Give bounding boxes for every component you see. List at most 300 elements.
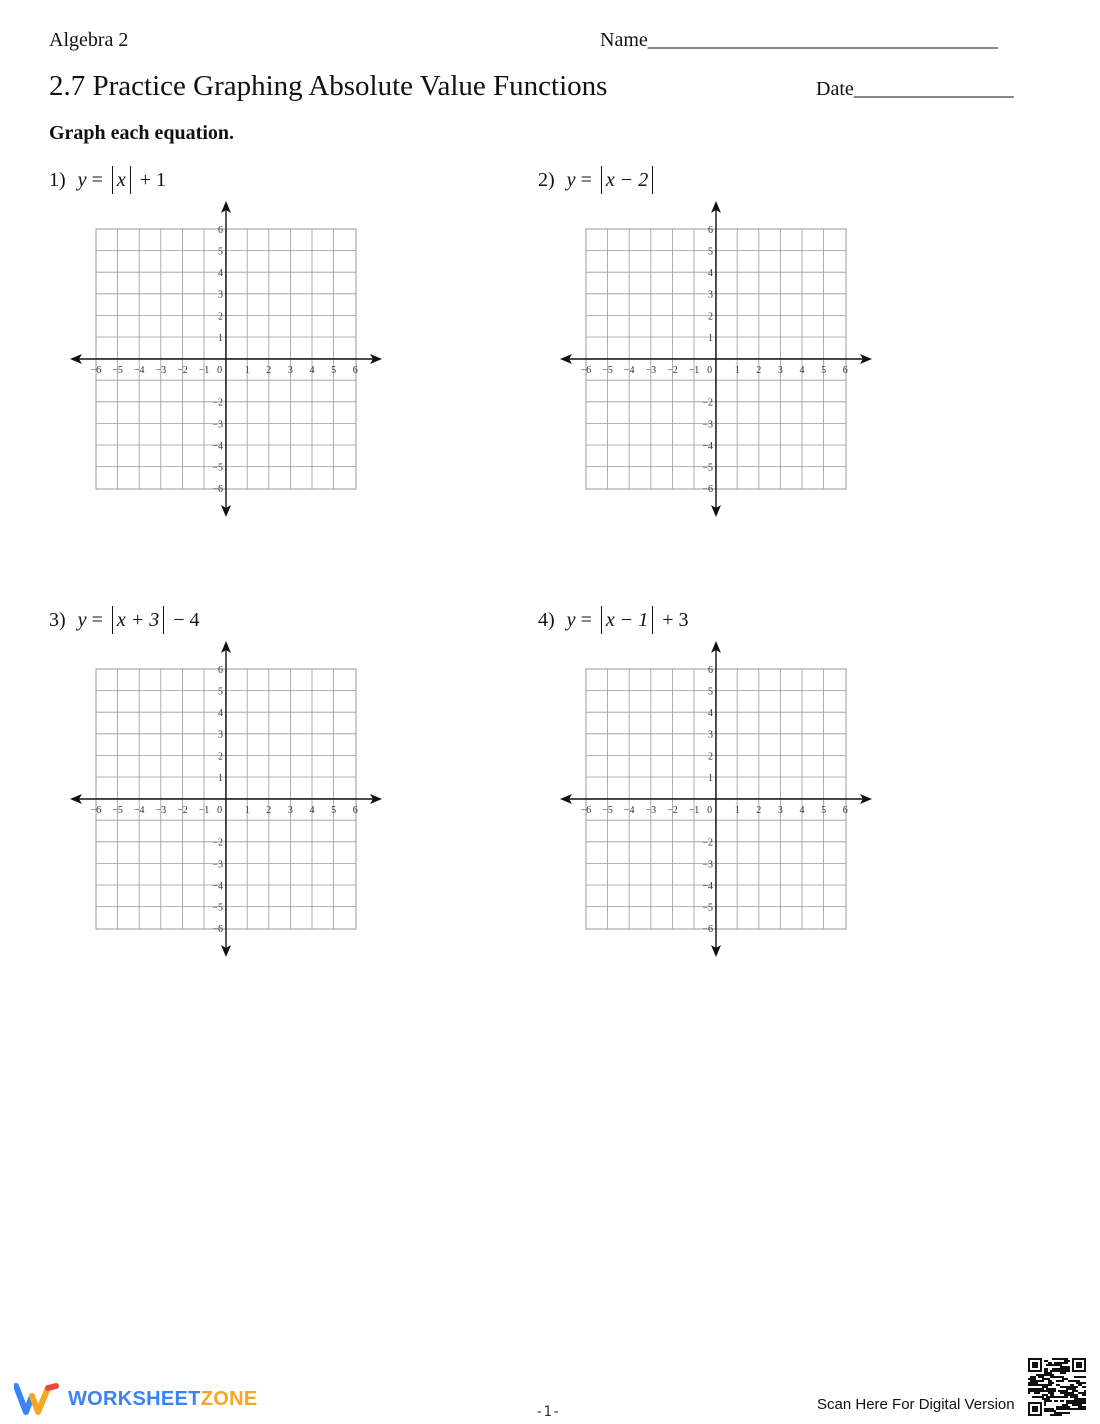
qr-module [1062,1408,1064,1410]
qr-module [1074,1408,1076,1410]
qr-module [1046,1384,1048,1386]
equals-sign: = [580,608,592,631]
y-tick-label: 4 [708,708,713,720]
y-tick-label: −4 [212,440,223,452]
qr-module [1042,1384,1044,1386]
qr-module [1076,1386,1078,1388]
y-tick-label: 3 [708,729,713,741]
qr-module [1054,1376,1056,1378]
x-tick-label: 3 [777,805,783,816]
qr-module [1060,1362,1062,1364]
qr-module [1068,1366,1070,1368]
x-tick-label: 3 [777,365,783,376]
qr-module [1040,1396,1042,1398]
x-tick-label: −5 [602,365,613,376]
y-tick-label: −3 [702,419,713,431]
qr-module [1068,1370,1070,1372]
qr-module [1062,1390,1064,1392]
qr-module [1052,1374,1054,1376]
qr-module [1064,1366,1066,1368]
qr-module [1056,1380,1058,1382]
qr-module [1048,1378,1050,1380]
qr-module [1030,1388,1032,1390]
qr-module [1054,1414,1056,1416]
problem-number: 3) [49,608,66,631]
qr-module [1038,1380,1040,1382]
qr-module [1076,1380,1078,1382]
qr-module [1058,1380,1060,1382]
x-tick-label: 0 [217,805,223,816]
y-tick-label: −6 [212,484,223,496]
lhs-variable: y [77,608,87,631]
qr-module [1032,1384,1034,1386]
qr-module [1056,1362,1058,1364]
qr-module [1046,1364,1048,1366]
qr-module [1044,1374,1046,1376]
qr-module [1050,1382,1052,1384]
qr-module [1056,1408,1058,1410]
qr-module [1054,1412,1056,1414]
x-tick-label: 6 [842,805,848,816]
lhs-variable: y [77,168,87,191]
qr-module [1068,1392,1070,1394]
qr-module [1042,1390,1044,1392]
qr-module [1044,1398,1046,1400]
qr-module [1034,1380,1036,1382]
qr-module [1074,1404,1076,1406]
qr-module [1084,1400,1086,1402]
qr-module [1056,1414,1058,1416]
qr-module [1056,1368,1058,1370]
x-tick-label: 4 [309,805,315,816]
x-tick-label: 1 [244,365,250,376]
qr-module [1082,1400,1084,1402]
qr-module [1084,1386,1086,1388]
qr-module [1032,1380,1034,1382]
coordinate-grid-2[interactable] [556,199,876,519]
qr-module [1048,1362,1050,1364]
qr-module [1082,1398,1084,1400]
qr-module [1062,1380,1064,1382]
x-tick-label: 2 [756,805,762,816]
x-tick-label: 5 [331,365,337,376]
qr-module [1040,1380,1042,1382]
qr-module [1082,1392,1084,1394]
qr-module [1060,1380,1062,1382]
y-tick-label: 1 [708,332,713,344]
qr-module [1070,1400,1072,1402]
x-tick-label: −1 [198,805,210,816]
qr-code-icon [1028,1358,1086,1416]
x-tick-label: −2 [667,365,678,376]
x-tick-label: −6 [580,365,592,376]
qr-module [1044,1386,1046,1388]
qr-module [1036,1392,1038,1394]
qr-module [1078,1392,1080,1394]
qr-module [1058,1368,1060,1370]
qr-module [1060,1396,1062,1398]
qr-module [1066,1412,1068,1414]
qr-module [1064,1378,1066,1380]
qr-module [1038,1390,1040,1392]
x-tick-label: 5 [331,805,337,816]
qr-module [1048,1372,1050,1374]
x-tick-label: −3 [645,365,657,376]
qr-module [1068,1388,1070,1390]
qr-module [1048,1384,1050,1386]
qr-module [1044,1372,1046,1374]
qr-module [1046,1372,1048,1374]
qr-module [1058,1414,1060,1416]
qr-module [1060,1406,1062,1408]
x-tick-label: 0 [217,365,223,376]
x-tick-label: 1 [244,805,250,816]
qr-module [1076,1396,1078,1398]
qr-module [1062,1378,1064,1380]
qr-module [1084,1390,1086,1392]
qr-module [1046,1390,1048,1392]
y-tick-label: −6 [702,484,713,496]
qr-module [1056,1370,1058,1372]
qr-module [1036,1374,1038,1376]
qr-module [1082,1408,1084,1410]
qr-module [1056,1376,1058,1378]
y-tick-label: 2 [218,751,223,763]
qr-module [1064,1396,1066,1398]
qr-module [1076,1398,1078,1400]
qr-module [1078,1398,1080,1400]
y-tick-label: 1 [708,772,713,784]
qr-module [1068,1360,1070,1362]
qr-module [1064,1362,1066,1364]
problem-number: 1) [49,168,66,191]
abs-bar-right [163,606,164,634]
qr-module [1048,1396,1050,1398]
qr-module [1050,1384,1052,1386]
qr-module [1058,1370,1060,1372]
qr-module [1050,1388,1052,1390]
qr-module [1028,1378,1030,1380]
y-tick-label: 3 [218,289,223,301]
qr-module [1052,1414,1054,1416]
qr-module [1044,1378,1046,1380]
y-tick-label: −2 [212,837,223,849]
qr-module [1070,1402,1072,1404]
coordinate-grid-4[interactable] [556,639,876,959]
qr-module [1056,1384,1058,1386]
qr-module [1032,1390,1034,1392]
y-tick-label: −5 [212,902,223,914]
date-field-label: Date________________ [816,78,1014,100]
qr-module [1054,1370,1056,1372]
qr-module [1072,1388,1074,1390]
qr-module [1042,1396,1044,1398]
qr-module [1066,1406,1068,1408]
qr-module [1036,1384,1038,1386]
problem-number: 2) [538,168,555,191]
qr-module [1072,1408,1074,1410]
qr-module [1064,1370,1066,1372]
qr-module [1064,1412,1066,1414]
qr-module [1072,1392,1074,1394]
qr-module [1072,1384,1074,1386]
qr-module [1078,1376,1080,1378]
qr-module [1042,1376,1044,1378]
lhs-variable: y [566,168,576,191]
qr-module [1052,1410,1054,1412]
x-tick-label: 2 [756,365,762,376]
x-tick-label: −4 [133,365,145,376]
x-tick-label: 6 [352,365,358,376]
qr-module [1064,1404,1066,1406]
x-tick-label: −2 [667,805,678,816]
qr-module [1028,1384,1030,1386]
qr-module [1066,1386,1068,1388]
qr-module [1058,1408,1060,1410]
qr-module [1050,1370,1052,1372]
qr-module [1060,1368,1062,1370]
abs-bar-left [112,606,113,634]
qr-module [1074,1394,1076,1396]
x-tick-label: −1 [688,805,700,816]
qr-module [1074,1402,1076,1404]
qr-module [1050,1408,1052,1410]
qr-module [1046,1396,1048,1398]
y-tick-label: 3 [218,729,223,741]
qr-module [1082,1376,1084,1378]
qr-module [1042,1380,1044,1382]
y-tick-label: 6 [708,664,713,676]
qr-module [1046,1378,1048,1380]
qr-module [1080,1408,1082,1410]
qr-module [1036,1382,1038,1384]
x-tick-label: −3 [645,805,657,816]
y-tick-label: −2 [212,397,223,409]
qr-module [1070,1394,1072,1396]
qr-module [1078,1404,1080,1406]
abs-outside: − 4 [173,608,200,631]
qr-module [1050,1400,1052,1402]
qr-module [1042,1386,1044,1388]
qr-module [1050,1374,1052,1376]
qr-module [1062,1376,1064,1378]
qr-module [1070,1384,1072,1386]
qr-module [1046,1410,1048,1412]
brand-logo [14,1382,257,1416]
qr-module [1064,1372,1066,1374]
qr-module [1046,1360,1048,1362]
qr-module [1078,1402,1080,1404]
qr-module [1066,1360,1068,1362]
x-tick-label: 3 [287,365,293,376]
qr-module [1050,1414,1052,1416]
qr-module [1066,1370,1068,1372]
qr-module [1080,1382,1082,1384]
qr-module [1052,1392,1054,1394]
qr-module [1048,1400,1050,1402]
qr-module [1076,1404,1078,1406]
x-tick-label: 1 [734,805,740,816]
qr-module [1052,1390,1054,1392]
qr-module [1062,1362,1064,1364]
qr-module [1062,1400,1064,1402]
qr-module [1060,1366,1062,1368]
qr-module [1064,1358,1066,1360]
abs-bar-right [130,166,131,194]
qr-code[interactable] [1028,1358,1086,1416]
qr-module [1068,1400,1070,1402]
abs-bar-left [112,166,113,194]
qr-module [1042,1374,1044,1376]
y-tick-label: −5 [212,462,223,474]
equals-sign: = [91,608,103,631]
qr-module [1058,1390,1060,1392]
qr-module [1084,1408,1086,1410]
qr-module [1056,1396,1058,1398]
qr-module [1046,1400,1048,1402]
qr-module [1050,1392,1052,1394]
qr-module [1076,1390,1078,1392]
qr-module [1060,1390,1062,1392]
x-tick-label: −5 [112,805,123,816]
y-tick-label: −6 [702,924,713,936]
x-tick-label: 4 [309,365,315,376]
qr-module [1044,1390,1046,1392]
lhs-variable: y [566,608,576,631]
qr-module [1080,1384,1082,1386]
qr-module [1048,1398,1050,1400]
qr-module [1034,1382,1036,1384]
qr-module [1080,1400,1082,1402]
qr-module [1040,1376,1042,1378]
y-tick-label: 2 [708,751,713,763]
problem-1 [49,166,166,194]
y-tick-label: 4 [708,268,713,280]
brand-name: WORKSHEETZONE [68,1387,258,1410]
y-tick-label: 5 [708,686,713,698]
y-tick-label: −3 [212,859,223,871]
coordinate-grid-1[interactable] [66,199,386,519]
qr-module [1062,1370,1064,1372]
qr-module [1048,1390,1050,1392]
y-tick-label: 1 [218,772,223,784]
qr-module [1044,1402,1046,1404]
x-tick-label: 6 [842,365,848,376]
qr-module [1040,1390,1042,1392]
qr-module [1070,1408,1072,1410]
qr-module [1082,1406,1084,1408]
equals-sign: = [580,168,592,191]
qr-module [1050,1410,1052,1412]
qr-module [1060,1408,1062,1410]
qr-module [1030,1390,1032,1392]
x-tick-label: −4 [133,805,145,816]
qr-module [1066,1402,1068,1404]
qr-module [1044,1410,1046,1412]
qr-finder-core [1076,1362,1082,1368]
x-tick-label: 2 [266,365,272,376]
x-tick-label: −1 [198,365,210,376]
qr-module [1036,1380,1038,1382]
qr-module [1082,1382,1084,1384]
qr-module [1060,1414,1062,1416]
qr-module [1082,1402,1084,1404]
qr-module [1052,1382,1054,1384]
qr-module [1054,1364,1056,1366]
qr-module [1066,1404,1068,1406]
qr-module [1056,1412,1058,1414]
qr-module [1058,1406,1060,1408]
qr-module [1034,1376,1036,1378]
y-tick-label: −4 [212,880,223,892]
qr-module [1056,1364,1058,1366]
qr-module [1032,1388,1034,1390]
qr-module [1030,1378,1032,1380]
qr-module [1060,1392,1062,1394]
x-tick-label: 2 [266,805,272,816]
qr-module [1074,1400,1076,1402]
qr-module [1060,1364,1062,1366]
qr-module [1074,1388,1076,1390]
qr-module [1054,1400,1056,1402]
qr-module [1044,1384,1046,1386]
qr-module [1084,1406,1086,1408]
abs-inside: x + 3 [116,608,160,631]
qr-module [1076,1400,1078,1402]
qr-module [1064,1406,1066,1408]
qr-module [1044,1394,1046,1396]
qr-module [1056,1400,1058,1402]
coordinate-grid-3[interactable] [66,639,386,959]
qr-module [1062,1368,1064,1370]
qr-module [1064,1360,1066,1362]
qr-module [1042,1388,1044,1390]
y-tick-label: 6 [218,224,223,236]
qr-module [1066,1400,1068,1402]
qr-module [1074,1380,1076,1382]
qr-module [1064,1386,1066,1388]
y-tick-label: 6 [218,664,223,676]
qr-module [1048,1408,1050,1410]
qr-module [1066,1362,1068,1364]
abs-inside: x − 2 [605,168,649,191]
qr-module [1058,1362,1060,1364]
page-title: 2.7 Practice Graphing Absolute Value Functions [49,70,608,102]
abs-outside: + 3 [662,608,689,631]
qr-module [1054,1390,1056,1392]
qr-module [1062,1406,1064,1408]
qr-module [1036,1396,1038,1398]
qr-module [1052,1376,1054,1378]
qr-module [1050,1390,1052,1392]
qr-module [1050,1394,1052,1396]
qr-module [1032,1382,1034,1384]
instructions: Graph each equation. [49,122,235,144]
qr-module [1070,1396,1072,1398]
x-tick-label: −5 [602,805,613,816]
qr-module [1060,1386,1062,1388]
y-tick-label: 5 [218,686,223,698]
qr-module [1066,1358,1068,1360]
qr-module [1076,1394,1078,1396]
x-tick-label: 3 [287,805,293,816]
qr-module [1052,1368,1054,1370]
x-tick-label: −6 [580,805,592,816]
qr-finder-core [1032,1362,1038,1368]
qr-module [1068,1394,1070,1396]
qr-module [1028,1390,1030,1392]
qr-module [1040,1384,1042,1386]
